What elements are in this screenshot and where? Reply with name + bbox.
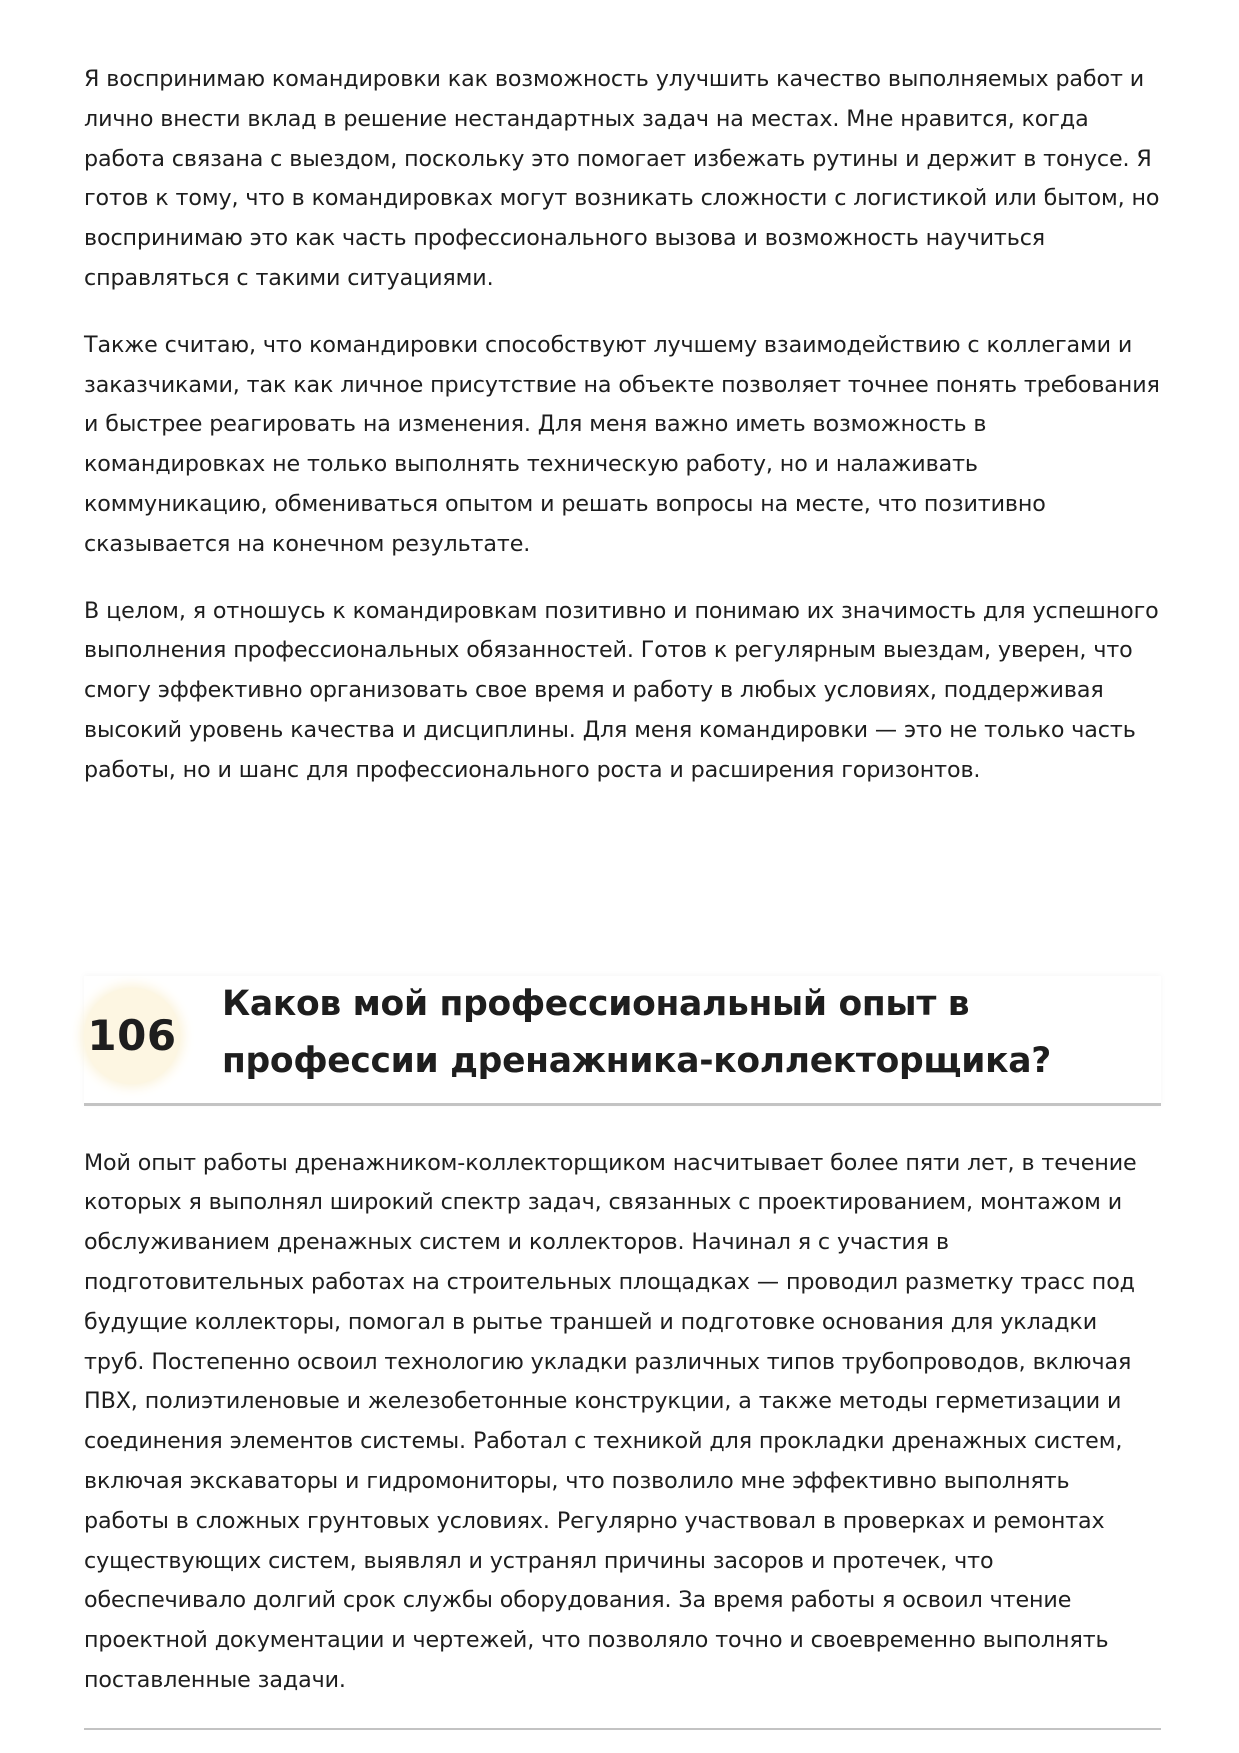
bottom-divider [84, 1728, 1161, 1730]
question-number: 106 [87, 1011, 177, 1061]
document-page [84, 60, 1161, 1730]
intro-paragraph-3: В целом, я отношусь к командировкам позитивно и понимаю их значимость для успешного выполнения профессиональных обязанностей. Готов к регулярным выездам, уверен, что смогу эффективно организовать свое время и работу в любых условиях, поддерживая высокий уровень качества и дисциплины. Для меня командировки — это не только часть работы, но и шанс для профессионального роста и расширения горизонтов. [84, 597, 1159, 783]
section-spacer [84, 818, 1161, 976]
question-header [84, 976, 1161, 1106]
question-number-badge [84, 988, 180, 1084]
intro-paragraph-1: Я воспринимаю командировки как возможность улучшить качество выполняемых работ и лично внести вклад в решение нестандартных задач на местах. Мне нравится, когда работа связана с выездом, поскольку это помогает избежать рутины и держит в тонусе. Я готов к тому, что в командировках могут возникать сложности с логистикой или бытом, но воспринимаю это как часть профессионального вызова и возможность научиться справляться с такими ситуациями. [84, 66, 1160, 291]
intro-paragraph-2: Также считаю, что командировки способствуют лучшему взаимодействию с коллегами и заказчиками, так как личное присутствие на объекте позволяет точнее понять требования и быстрее реагировать на изменения. Для меня важно иметь возможность в командировках не только выполнять техническую работу, но и налаживать коммуникацию, обмениваться опытом и решать вопросы на месте, что позитивно сказывается на конечном результате. [84, 331, 1160, 557]
answer-paragraph: Мой опыт работы дренажником-коллекторщиком насчитывает более пяти лет, в течение которых я выполнял широкий спектр задач, связанных с проектированием, монтажом и обслуживанием дренажных систем и коллекторов. Начинал я с участия в подготовительных работах на строительных площадках — проводил разметку трасс под будущие коллекторы, помогал в рытье траншей и подготовке основания для укладки труб. Постепенно освоил технологию укладки различных типов трубопроводов, включая ПВХ, полиэтиленовые и железобетонные конструкции, а также методы герметизации и соединения элементов системы. Работал с техникой для прокладки дренажных систем, включая экскаваторы и гидромониторы, что позволило мне эффективно выполнять работы в сложных грунтовых условиях. Регулярно участвовал в проверках и ремонтах существующих систем, выявлял и устранял причины засоров и протечек, что обеспечивало долгий срок службы оборудования. За время работы я освоил чтение проектной документации и чертежей, что позволяло точно и своевременно выполнять поставленные задачи. [84, 1149, 1137, 1693]
question-title: Каков мой профессиональный опыт в профессии дренажника-коллекторщика? [222, 983, 1051, 1081]
